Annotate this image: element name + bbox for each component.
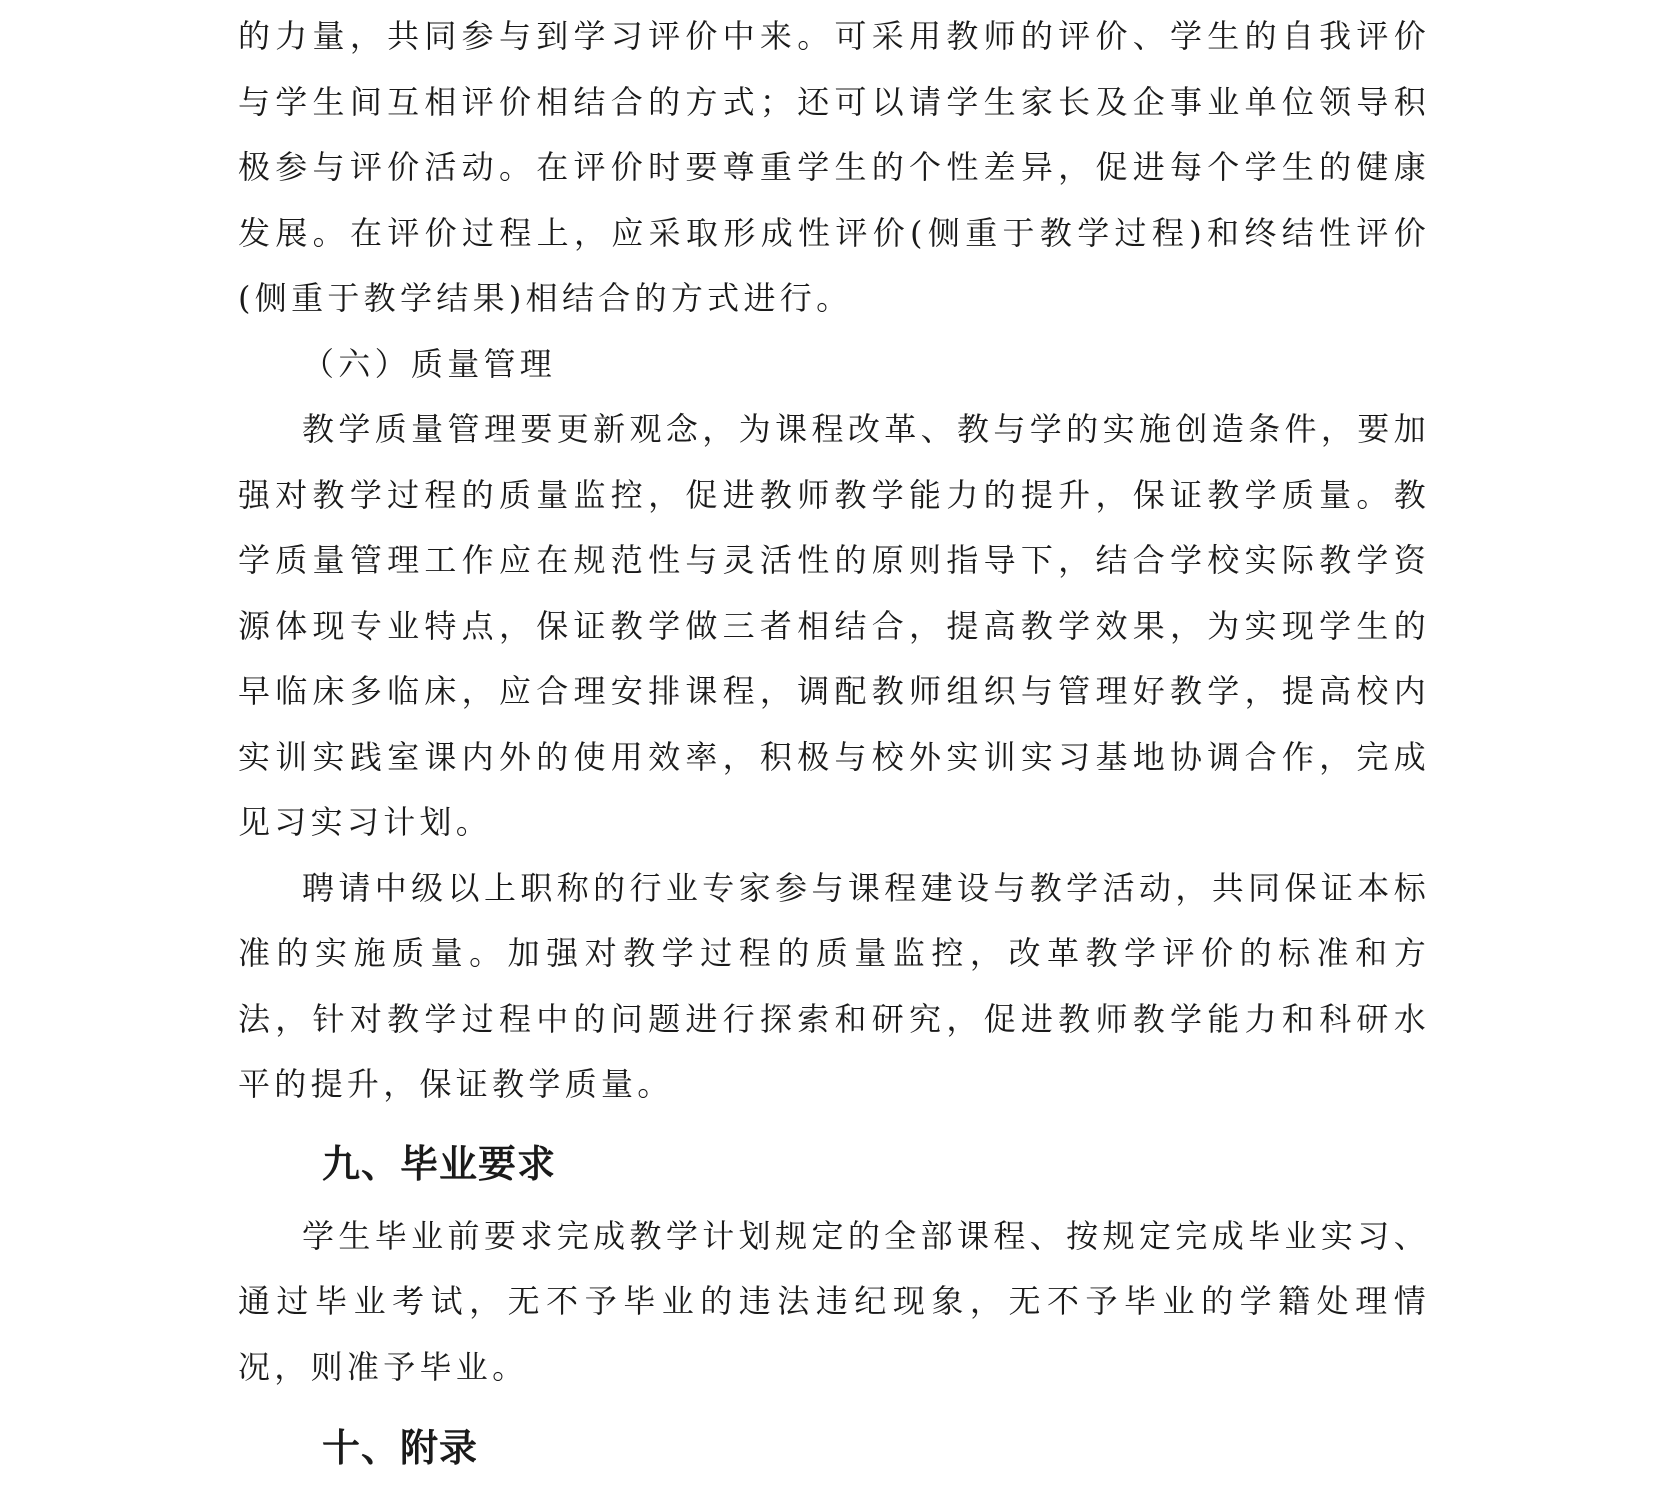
paragraph-evaluation-continued: 的力量，共同参与到学习评价中来。可采用教师的评价、学生的自我评价与学生间互相评价相结合的方式；还可以请学生家长及企事业单位领导积极参与评价活动。在评价时要尊重学生的个性差异，促进每个学生的健康发展。在评价过程上，应采取形成性评价(侧重于教学过程)和终结性评价(侧重于教学结果)相结合的方式进行。	[238, 17, 1430, 317]
paragraph-quality-management-2: 聘请中级以上职称的行业专家参与课程建设与教学活动，共同保证本标准的实施质量。加强对教学过程的质量监控，改革教学评价的标准和方法，针对教学过程中的问题进行探索和研究，促进教师教学能力和科研水平的提升，保证教学质量。	[238, 868, 1430, 1103]
paragraph-graduation-requirements: 学生毕业前要求完成教学计划规定的全部课程、按规定完成毕业实习、通过毕业考试，无不予毕业的违法违纪现象，无不予毕业的学籍处理情况，则准予毕业。	[238, 1216, 1430, 1386]
paragraph-quality-management-1: 教学质量管理要更新观念，为课程改革、教与学的实施创造条件，要加强对教学过程的质量监控，促进教师教学能力的提升，保证教学质量。教学质量管理工作应在规范性与灵活性的原则指导下，结合学校实际教学资源体现专业特点，保证教学做三者相结合，提高教学效果，为实现学生的早临床多临床，应合理安排课程，调配教师组织与管理好教学，提高校内实训实践室课内外的使用效率，积极与校外实训实习基地协调合作，完成见习实习计划。	[238, 410, 1430, 841]
section-heading-appendix: 十、附录	[322, 1426, 479, 1470]
section-heading-graduation-requirements: 九、毕业要求	[322, 1141, 557, 1186]
subheading-quality-management: （六）质量管理	[302, 344, 557, 383]
document-page	[238, 0, 1430, 1488]
